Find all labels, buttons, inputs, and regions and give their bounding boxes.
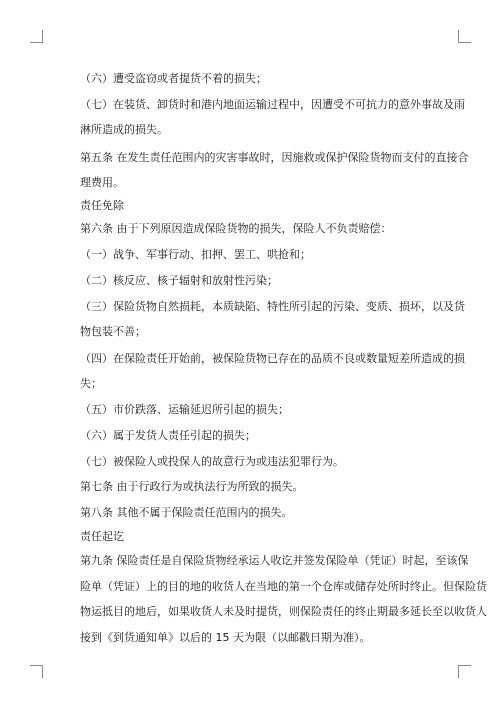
article-6: 第六条 由于下列原因造成保险货物的损失，保险人不负责赔偿：	[80, 222, 392, 235]
exclusion-item-2: （二）核反应、核子辐射和放射性污染；	[80, 274, 278, 287]
exclusion-item-6: （六）属于发货人责任引起的损失；	[80, 429, 256, 442]
article-9-line-1: 第九条 保险责任是自保险货物经承运人收讫并签发保险单（凭证）时起，至该保	[80, 554, 469, 567]
crop-mark-bottom-left	[30, 665, 43, 678]
article-9-line-3: 物运抵目的地后，如果收货人未及时提货，则保险责任的终止期最多延长至以收货人	[80, 605, 487, 618]
article-5: 第五条 在发生责任范围内的灾害事故时，因施救或保护保险货物而支付的直接合	[80, 151, 469, 164]
article-7: 第七条 由于行政行为或执法行为所致的损失。	[80, 480, 304, 493]
clause-item-7-loading: （七）在装货、卸货时和港内地面运输过程中，因遭受不可抗力的意外事故及雨	[80, 98, 465, 111]
clause-item-6-theft: （六）遭受盗窃或者提货不着的损失；	[80, 72, 267, 85]
exclusion-item-4-continued: 失；	[80, 377, 102, 390]
article-9-line-2: 险单（凭证）上的目的地的收货人在当地的第一个仓库或储存处所时终止。但保险货	[80, 580, 487, 593]
section-heading-exclusions: 责任免除	[80, 199, 124, 212]
crop-mark-top-right	[458, 30, 471, 43]
exclusion-item-3: （三）保险货物自然损耗，本质缺陷、特性所引起的污染、变质、损坏，以及货	[80, 300, 465, 313]
section-heading-coverage-period: 责任起讫	[80, 530, 124, 543]
exclusion-item-4: （四）在保险责任开始前，被保险货物已存在的品质不良或数量短差所造成的损	[80, 352, 465, 365]
exclusion-item-1: （一）战争、军事行动、扣押、罢工、哄抢和；	[80, 248, 311, 261]
exclusion-item-3-continued: 物包装不善；	[80, 325, 146, 338]
exclusion-item-5: （五）市价跌落、运输延迟所引起的损失；	[80, 403, 289, 416]
article-5-continued: 理费用。	[80, 176, 124, 189]
article-9-line-4: 接到《到货通知单》以后的 15 天为限（以邮戳日期为准）。	[80, 631, 371, 644]
crop-mark-top-left	[30, 30, 43, 43]
crop-mark-bottom-right	[458, 665, 471, 678]
exclusion-item-7: （七）被保险人或投保人的故意行为或违法犯罪行为。	[80, 455, 344, 468]
clause-item-7-continued: 淋所造成的损失。	[80, 123, 168, 136]
article-8: 第八条 其他不属于保险责任范围内的损失。	[80, 506, 293, 519]
